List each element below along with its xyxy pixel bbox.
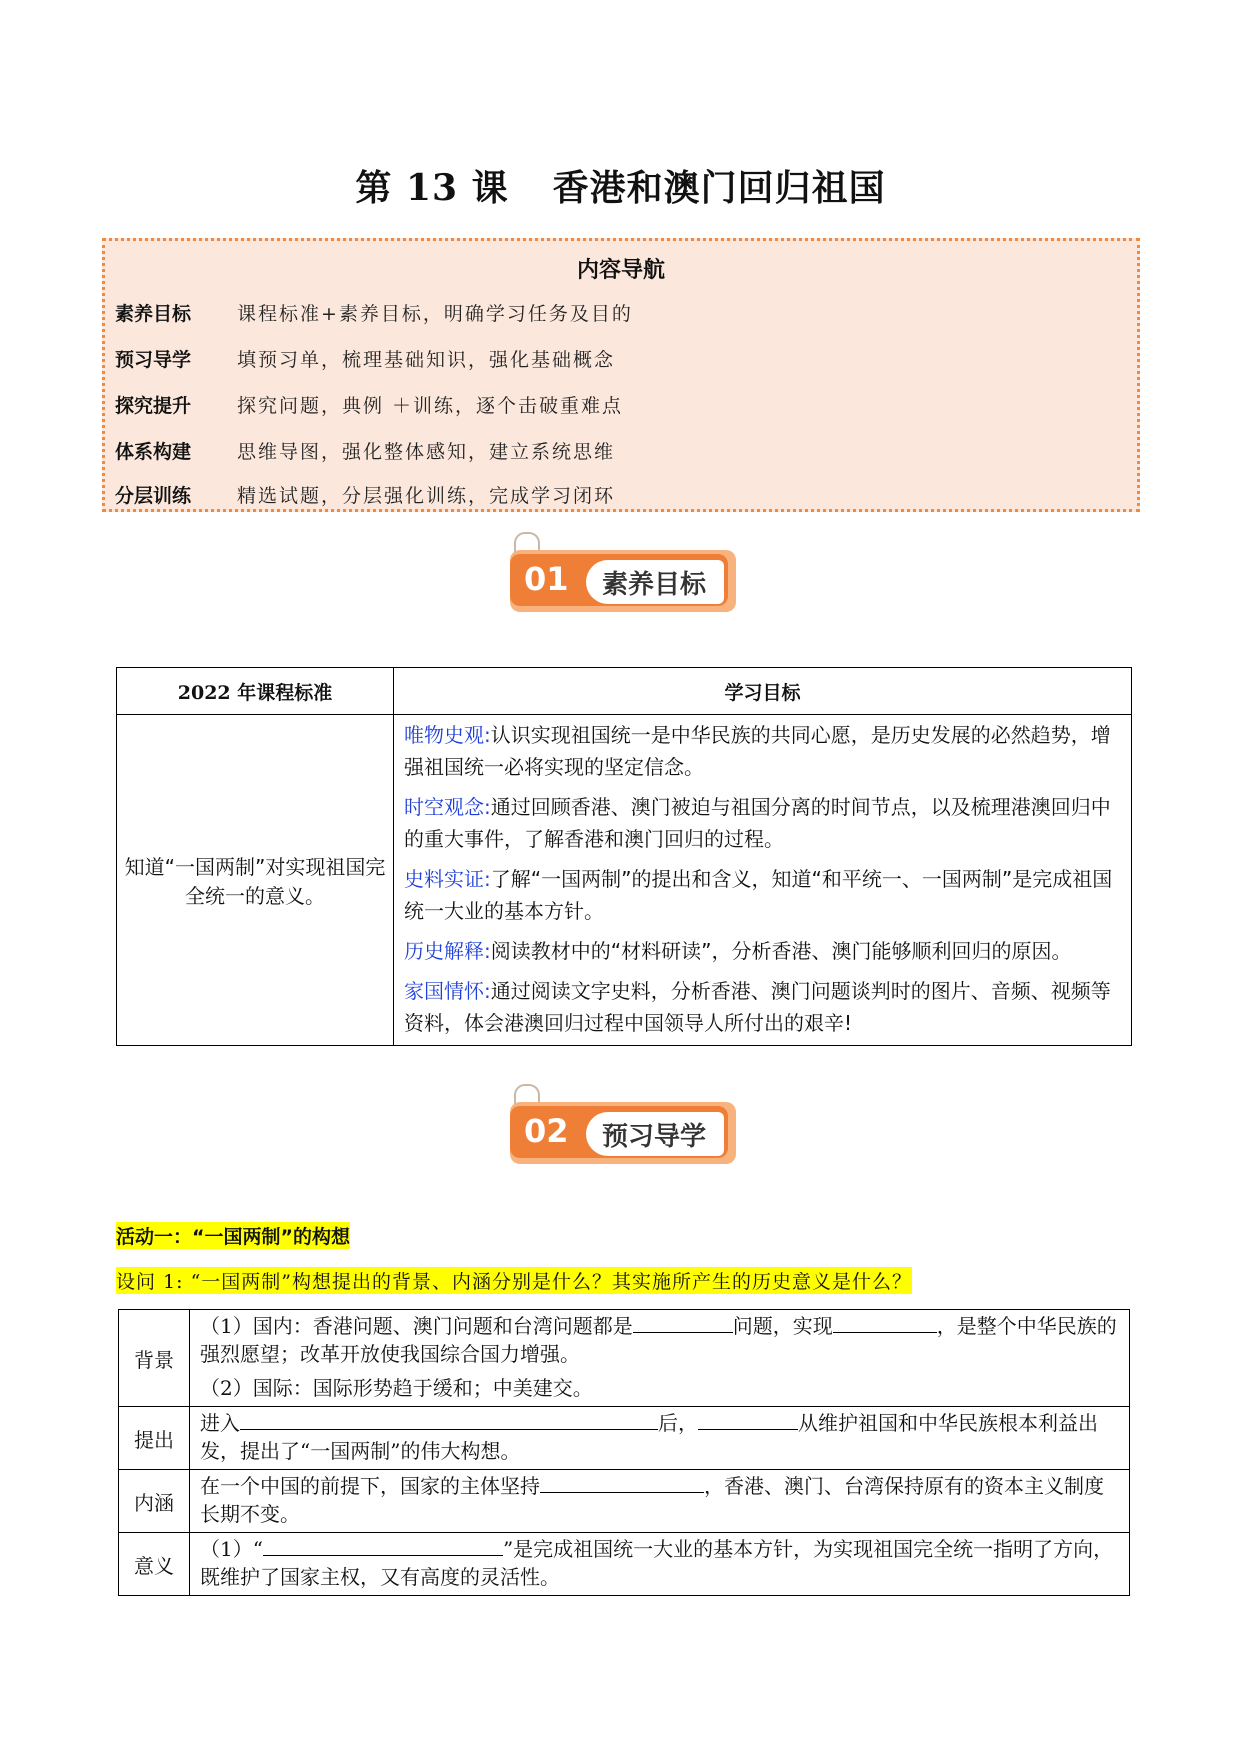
text: 从维护祖国和中华民族根本利益出发，提出了“一国两制”的伟大构想。 (200, 1411, 1098, 1463)
nav-key: 体系构建 (115, 441, 192, 463)
goal-item (404, 863, 1121, 927)
goal-tag: 时空观念: (404, 795, 491, 819)
text: 在一个中国的前提下，国家的主体坚持 (200, 1474, 540, 1498)
lesson-number: 第 13 课 (355, 167, 509, 209)
fill-blank[interactable] (833, 1312, 937, 1333)
goal-text: 阅读教材中的“材料研读”，分析香港、澳门能够顺利回归的原因。 (490, 939, 1072, 963)
text: 问题，实现 (732, 1314, 833, 1338)
learning-goals (394, 715, 1132, 1046)
section-badge-01 (508, 532, 740, 616)
background-cell (190, 1310, 1130, 1407)
badge-number: 02 (524, 1112, 569, 1150)
row-label: 提出 (119, 1407, 190, 1470)
goal-text: 通过阅读文字史料，分析香港、澳门问题谈判时的图片、音频、视频等资料，体会港澳回归过程中国领导人所付出的艰辛! (404, 979, 1111, 1035)
fill-blank[interactable] (633, 1312, 733, 1333)
goal-item (404, 791, 1121, 855)
text: ，香港、澳门、台湾保持原有的资本主义制度长期不变。 (200, 1474, 1104, 1526)
goal-item (404, 975, 1121, 1039)
nav-key: 分层训练 (115, 485, 192, 507)
badge-number: 01 (524, 560, 569, 598)
goal-item (404, 719, 1121, 783)
text: ”是完成祖国统一大业的基本方针，为实现祖国完全统一指明了方向，既维护了国家主权，又有高度的灵活性。 (200, 1537, 1114, 1589)
lesson-name: 香港和澳门回归祖国 (552, 167, 886, 209)
text: （1）“ (200, 1537, 263, 1561)
nav-key: 探究提升 (115, 395, 192, 417)
nav-row (115, 345, 615, 375)
goal-text: 了解“一国两制”的提出和含义，知道“和平统一、一国两制”是完成祖国统一大业的基本方针。 (404, 867, 1113, 923)
objectives-table (116, 667, 1132, 1046)
goal-tag: 唯物史观: (404, 723, 491, 747)
text: 后， (658, 1411, 698, 1435)
nav-row (115, 437, 615, 467)
content-cell (190, 1470, 1130, 1533)
table-header: 2022 年课程标准 (117, 668, 394, 715)
text: 进入 (200, 1411, 240, 1435)
text: （1）国内：香港问题、澳门问题和台湾问题都是 (200, 1314, 633, 1338)
goal-text: 通过回顾香港、澳门被迫与祖国分离的时间节点，以及梳理港澳回归中的重大事件，了解香港和澳门回归的过程。 (404, 795, 1111, 851)
activity-heading: 活动一：“一国两制”的构想 (116, 1222, 350, 1249)
table-header: 学习目标 (394, 668, 1132, 715)
fill-blank[interactable] (240, 1409, 658, 1430)
goal-tag: 历史解释: (404, 939, 491, 963)
nav-key: 预习导学 (115, 349, 192, 371)
text: （2）国际：国际形势趋于缓和；中美建交。 (200, 1376, 593, 1400)
goal-item (404, 935, 1121, 967)
proposal-cell (190, 1407, 1130, 1470)
nav-key: 素养目标 (115, 303, 192, 325)
nav-value: 探究问题，典例 ＋训练，逐个击破重难点 (237, 395, 624, 417)
nav-value: 填预习单，梳理基础知识，强化基础概念 (237, 349, 616, 371)
content-navigation-box (102, 238, 1140, 512)
text: ，是整个中华民族的强烈愿望；改革开放使我国综合国力增强。 (200, 1314, 1117, 1366)
nav-value: 精选试题，分层强化训练，完成学习闭环 (237, 485, 616, 507)
curriculum-standard: 知道“一国两制”对实现祖国完全统一的意义。 (117, 715, 394, 1046)
fill-blank[interactable] (540, 1472, 704, 1493)
significance-cell (190, 1533, 1130, 1596)
section-badge-02 (508, 1084, 740, 1168)
nav-value: 思维导图，强化整体感知，建立系统思维 (237, 441, 616, 463)
nav-row (115, 481, 615, 511)
page-title (0, 160, 1241, 211)
goal-tag: 家国情怀: (404, 979, 491, 1003)
fill-blank[interactable] (698, 1409, 798, 1430)
row-label: 内涵 (119, 1470, 190, 1533)
nav-row (115, 299, 633, 329)
goal-text: 认识实现祖国统一是中华民族的共同心愿，是历史发展的必然趋势，增强祖国统一必将实现的坚定信念。 (404, 723, 1111, 779)
nav-heading: 内容导航 (576, 258, 665, 283)
nav-row (115, 391, 623, 421)
badge-label: 素养目标 (602, 570, 707, 600)
badge-label: 预习导学 (602, 1122, 707, 1152)
row-label: 背景 (119, 1310, 190, 1407)
row-label: 意义 (119, 1533, 190, 1596)
nav-value: 课程标准+素养目标，明确学习任务及目的 (237, 303, 633, 325)
preview-worksheet-table (118, 1309, 1130, 1596)
question-prompt: 设问 1: “一国两制”构想提出的背景、内涵分别是什么？其实施所产生的历史意义是什么？ (116, 1267, 912, 1294)
goal-tag: 史料实证: (404, 867, 491, 891)
fill-blank[interactable] (263, 1535, 503, 1556)
